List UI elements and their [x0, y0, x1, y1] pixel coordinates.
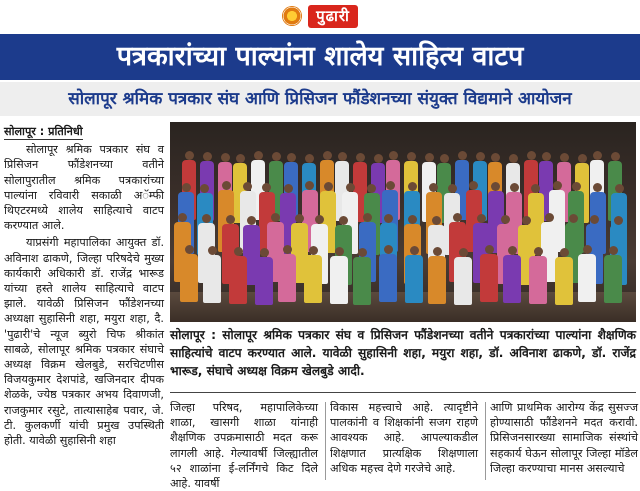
sun-emblem-icon: [282, 6, 302, 26]
headline: पत्रकारांच्या पाल्यांना शालेय साहित्य वाटप: [0, 34, 640, 80]
person-figure: [255, 257, 273, 305]
person-figure: [480, 254, 498, 302]
article-column: [330, 400, 478, 480]
column-divider: [325, 402, 326, 480]
group-photo: [170, 122, 636, 322]
person-figure: [428, 256, 446, 304]
dateline: सोलापूर : प्रतिनिधी: [4, 124, 83, 140]
person-figure: [405, 255, 423, 303]
paragraph: आणि प्राथमिक आरोग्य केंद्र सुसज्ज होण्यासाठी फौंडेशनने मदत करावी. प्रिसिजनसारख्या सामाजिक संस्थांचे सहकार्य घेऊन सोलापूर जिल्हा मॉडेल जिल्हा करण्याचा मानस असल्याचे: [490, 401, 638, 475]
person-figure: [454, 257, 472, 305]
person-figure: [604, 255, 622, 303]
person-figure: [304, 255, 322, 303]
paragraph: सोलापूर श्रमिक पत्रकार संघ व प्रिसिजन फौंडेशनच्या वतीने सोलापुरातील श्रमिक पत्रकारांच्या पाल्यांना रविवारी सकाळी अॅम्फी थिएटरमध्ये शालेय साहित्याचे वाटप करण्यात आले.: [4, 143, 164, 233]
person-figure: [379, 254, 397, 302]
person-figure: [278, 254, 296, 302]
paragraph: याप्रसंगी महापालिका आयुक्त डॉ. अविनाश ढाकणे, जिल्हा परिषदेचे मुख्य कार्यकारी अधिकारी डॉ. राजेंद्र भारूड यांच्या हस्ते शालेय साहित्याचे वाटप झाले. यावेळी प्रिसिजन फौंडेशनच्या अध्यक्षा सुहासिनी शहा, मयुरा शहा, दै. 'पुढारी'चे न्यूज ब्युरो चिफ श्रीकांत साबळे, सोलापूर श्रमिक पत्रकार संघाचे अध्यक्ष विक्रम खेलबुडे, सरचिटणीस विजयकुमार देशपांडे, खजिनदार दीपक शेळके, ज्येष्ठ पत्रकार अभय दिवाणजी, राजकुमार रसुटे, तात्यासाहेब पवार, जे. टी. कुलकर्णी यांची प्रमुख उपस्थिती होती. यावेळी सुहासिनी शहा: [4, 236, 164, 448]
masthead: [0, 0, 640, 32]
person-figure: [503, 255, 521, 303]
paragraph: जिल्हा परिषद, महापालिकेच्या शाळा, खासगी शाळा यांनाही शैक्षणिक उपक्रमासाठी मदत करू लागली आहे. गेल्यावर्षी जिल्ह्यातील ५२ शाळांना ई-लर्निंगचे किट दिले आहे. यावर्षी: [170, 401, 318, 491]
photo-caption: सोलापूर : सोलापूर श्रमिक पत्रकार संघ व प्रिसिजन फौंडेशनच्या वतीने पत्रकारांच्या पाल्यांना शैक्षणिक साहित्यांचे वाटप करण्यात आले. यावेळी सुहासिनी शहा, मयुरा शहा, डॉ. अविनाश ढाकणे, डॉ. राजेंद्र भारूड, संघाचे अध्यक्ष विक्रम खेलबुडे आदी.: [170, 328, 636, 378]
article-column: [490, 400, 638, 480]
column-divider: [485, 402, 486, 480]
person-figure: [330, 256, 348, 304]
paragraph: विकास महत्त्वाचे आहे. त्यादृष्टीने पालकांनी व शिक्षकांनी सजग राहणे आवश्यक आहे. आपल्याकडील शिक्षणात प्रात्यक्षिक शिक्षणाला अधिक महत्त्व देणे गरजेचे आहे.: [330, 401, 478, 475]
article-left-column: [4, 124, 164, 480]
article-column: [170, 400, 318, 491]
divider: [170, 392, 636, 393]
newspaper-name: पुढारी: [308, 5, 358, 28]
person-figure: [353, 257, 371, 305]
subheadline: सोलापूर श्रमिक पत्रकार संघ आणि प्रिसिजन फौंडेशनच्या संयुक्त विद्यमाने आयोजन: [0, 82, 640, 116]
person-figure: [229, 256, 247, 304]
person-figure: [555, 257, 573, 305]
person-figure: [529, 256, 547, 304]
person-figure: [180, 254, 198, 302]
person-figure: [203, 255, 221, 303]
person-figure: [578, 254, 596, 302]
